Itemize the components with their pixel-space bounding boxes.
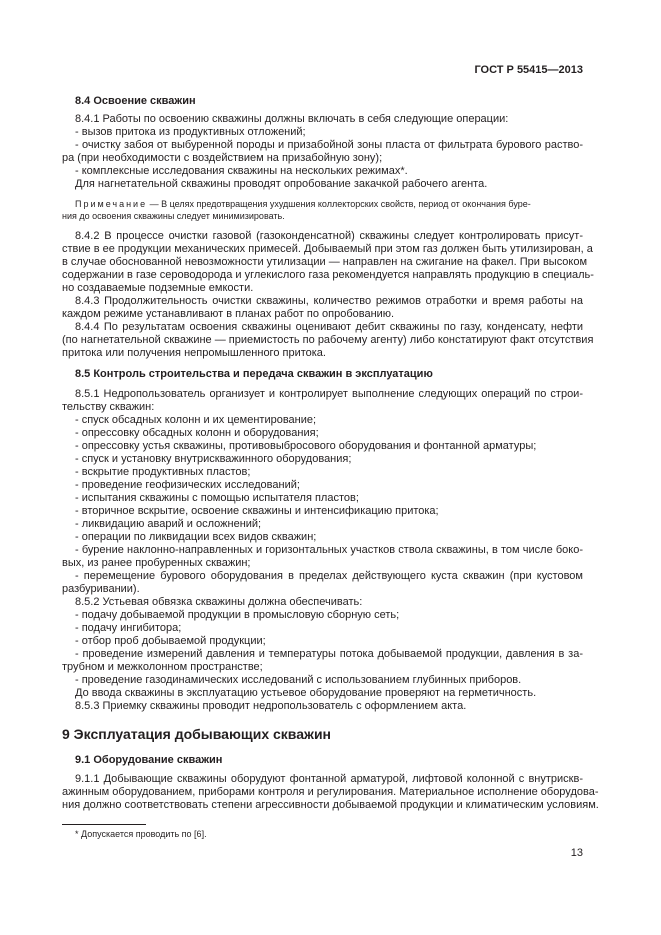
list-item: - вызов притока из продуктивных отложений; — [75, 126, 306, 138]
list-item: - операции по ликвидации всех видов скважин; — [75, 531, 317, 543]
section-9-1-title: 9.1 Оборудование скважин — [75, 754, 223, 766]
paragraph-8-4-3-line: 8.4.3 Продолжительность очистки скважины, количество режимов отработки и время работы на — [75, 295, 583, 307]
list-item: - вскрытие продуктивных пластов; — [75, 466, 251, 478]
list-item: - подачу ингибитора; — [75, 622, 182, 634]
list-item: - спуск и установку внутрискважинного оборудования; — [75, 453, 352, 465]
list-item: - опрессовку устья скважины, противовыбросового оборудования и фонтанной арматуры; — [75, 440, 537, 452]
paragraph-line: тельству скважин: — [62, 401, 155, 413]
list-item: - ликвидацию аварий и осложнений; — [75, 518, 262, 530]
list-item-continuation: разбуривании). — [62, 583, 140, 595]
footnote-divider — [62, 824, 146, 825]
paragraph-line: (по нагнетательной скважине — приемистость по рабочему агенту) либо констатируют факт отсутствия — [62, 334, 594, 346]
section-8-5-title: 8.5 Контроль строительства и передача скважин в эксплуатацию — [75, 368, 433, 380]
note-line — [75, 199, 531, 210]
standard-number: ГОСТ Р 55415—2013 — [474, 64, 583, 76]
footnote: * Допускается проводить по [6]. — [75, 829, 207, 839]
page-number: 13 — [570, 847, 583, 859]
paragraph-8-5-1-line: 8.5.1 Недропользователь организует и контролирует выполнение следующих операций по строи- — [75, 388, 583, 400]
section-9-title: 9 Эксплуатация добывающих скважин — [62, 726, 332, 742]
list-item: - отбор проб добываемой продукции; — [75, 635, 266, 647]
paragraph-line: До ввода скважины в эксплуатацию устьевое оборудование проверяют на герметичность. — [75, 687, 537, 699]
paragraph-line: притока или получения непромышленного притока. — [62, 347, 326, 359]
note-continuation: ния до освоения скважины следует минимизировать. — [62, 211, 285, 221]
paragraph-9-1-1-line: 9.1.1 Добывающие скважины оборудуют фонтанной арматурой, лифтовой колонной с внутрискв- — [75, 773, 583, 785]
list-item: - спуск обсадных колонн и их цементирование; — [75, 414, 317, 426]
list-item: - подачу добываемой продукции в промысловую сборную сеть; — [75, 609, 400, 621]
note-text: — В целях предотвращения ухудшения коллекторских свойств, период от окончания буре- — [147, 199, 531, 209]
list-item: - бурение наклонно-направленных и горизонтальных участков ствола скважины, в том числе боко- — [75, 544, 583, 556]
paragraph-line: Для нагнетательной скважины проводят опробование закачкой рабочего агента. — [75, 178, 488, 190]
list-item: - опрессовку обсадных колонн и оборудования; — [75, 427, 319, 439]
list-item: - проведение газодинамических исследований с использованием глубинных приборов. — [75, 674, 522, 686]
paragraph-line: ажинным оборудованием, приборами контроля и регулирования. Материальное исполнение оборудова- — [62, 786, 599, 798]
paragraph-line: ния должно соответствовать степени агрессивности добываемой продукции и климатическим условиям. — [62, 799, 599, 811]
list-item: - проведение измерений давления и температуры потока добываемой продукции, давления в за- — [75, 648, 583, 660]
paragraph-line: ствие в ее продукции механических примесей. Добываемый при этом газ должен быть утилизирован, а — [62, 243, 593, 255]
list-item: - вторичное вскрытие, освоение скважины и интенсификацию притока; — [75, 505, 439, 517]
paragraph-line: но создаваемые подземные емкости. — [62, 282, 254, 294]
paragraph-8-4-2-line: 8.4.2 В процессе очистки газовой (газоконденсатной) скважины следует контролировать присут- — [75, 230, 583, 242]
paragraph-8-5-3-line: 8.5.3 Приемку скважины проводит недропользователь с оформлением акта. — [75, 700, 467, 712]
list-item-continuation: ра (при необходимости с воздействием на призабойную зону); — [62, 152, 383, 164]
section-8-4-title: 8.4 Освоение скважин — [75, 95, 196, 107]
paragraph-line: каждом режиме устанавливают в планах работ по опробованию. — [62, 308, 395, 320]
note-label: Примечание — [75, 199, 148, 209]
list-item: - испытания скважины с помощью испытателя пластов; — [75, 492, 359, 504]
list-item-continuation: вых, из ранее пробуренных скважин; — [62, 557, 251, 569]
paragraph-8-4-1-line: 8.4.1 Работы по освоению скважины должны включать в себя следующие операции: — [75, 113, 509, 125]
list-item: - очистку забоя от выбуренной породы и призабойной зоны пласта от фильтрата бурового раство- — [75, 139, 583, 151]
list-item: - перемещение бурового оборудования в пределах действующего куста скважин (при кустовом — [75, 570, 583, 582]
list-item: - проведение геофизических исследований; — [75, 479, 300, 491]
paragraph-8-5-2-line: 8.5.2 Устьевая обвязка скважины должна обеспечивать: — [75, 596, 363, 608]
paragraph-line: в случае обоснованной невозможности утилизации — направлен на сжигание на факел. При высоком — [62, 256, 588, 268]
paragraph-line: содержании в газе сероводорода и углекислого газа рекомендуется направлять продукцию в специаль- — [62, 269, 594, 281]
paragraph-8-4-4-line: 8.4.4 По результатам освоения скважины оценивают дебит скважины по газу, конденсату, нефти — [75, 321, 583, 333]
list-item-continuation: трубном и межколонном пространстве; — [62, 661, 263, 673]
list-item: - комплексные исследования скважины на нескольких режимах*. — [75, 165, 408, 177]
